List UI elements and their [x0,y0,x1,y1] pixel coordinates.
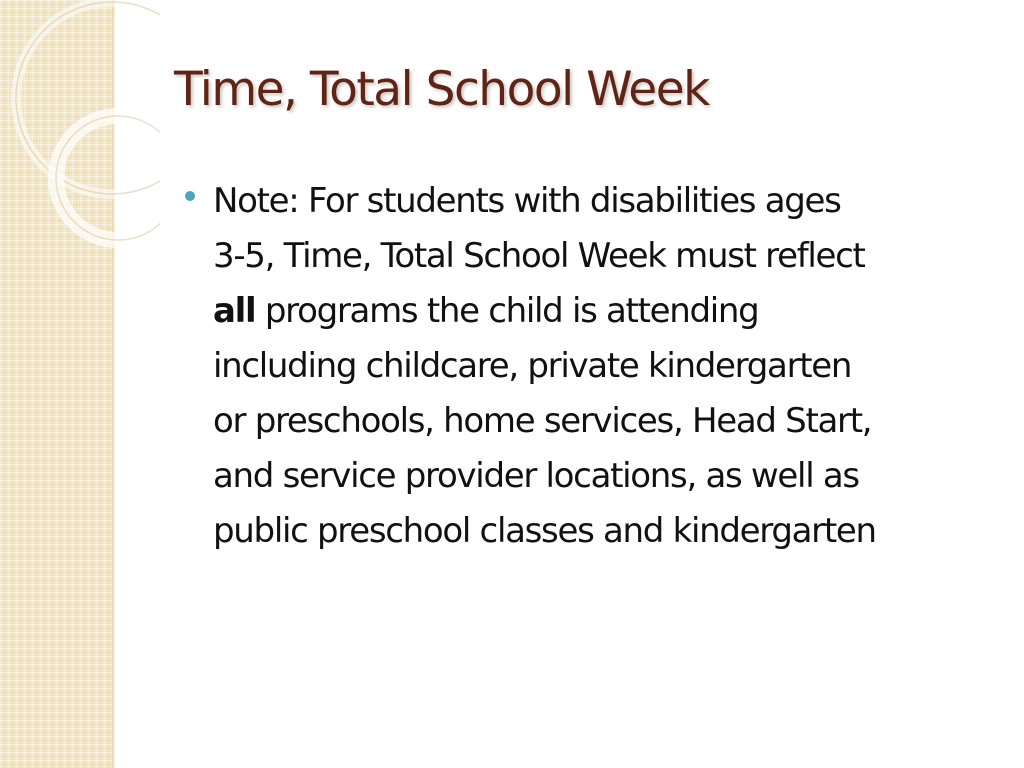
bullet-item [185,174,995,559]
bullet-line-3-rest: programs the child is attending [264,291,759,331]
bullet-line-6: and service provider locations, as well as [213,456,859,496]
large-ring [16,2,160,194]
bullet-line-3 [213,284,995,339]
small-ring [56,116,160,240]
bullet-line-5: or preschools, home services, Head Start, [213,401,872,441]
bullet-line-1: Note: For students with disabilities ages [213,181,841,221]
bullet-text [185,174,995,559]
bullet-dot-icon [185,191,195,201]
bullet-list [185,174,995,559]
bullet-line-4: including childcare, private kindergarten [213,346,852,386]
emphasis-word: all [213,291,256,331]
bullet-line-2: 3-5, Time, Total School Week must reflect [213,236,865,276]
slide-title: Time, Total School Week [174,62,709,117]
bullet-line-7: public preschool classes and kindergarten [213,511,876,551]
decorative-rings [0,0,160,260]
